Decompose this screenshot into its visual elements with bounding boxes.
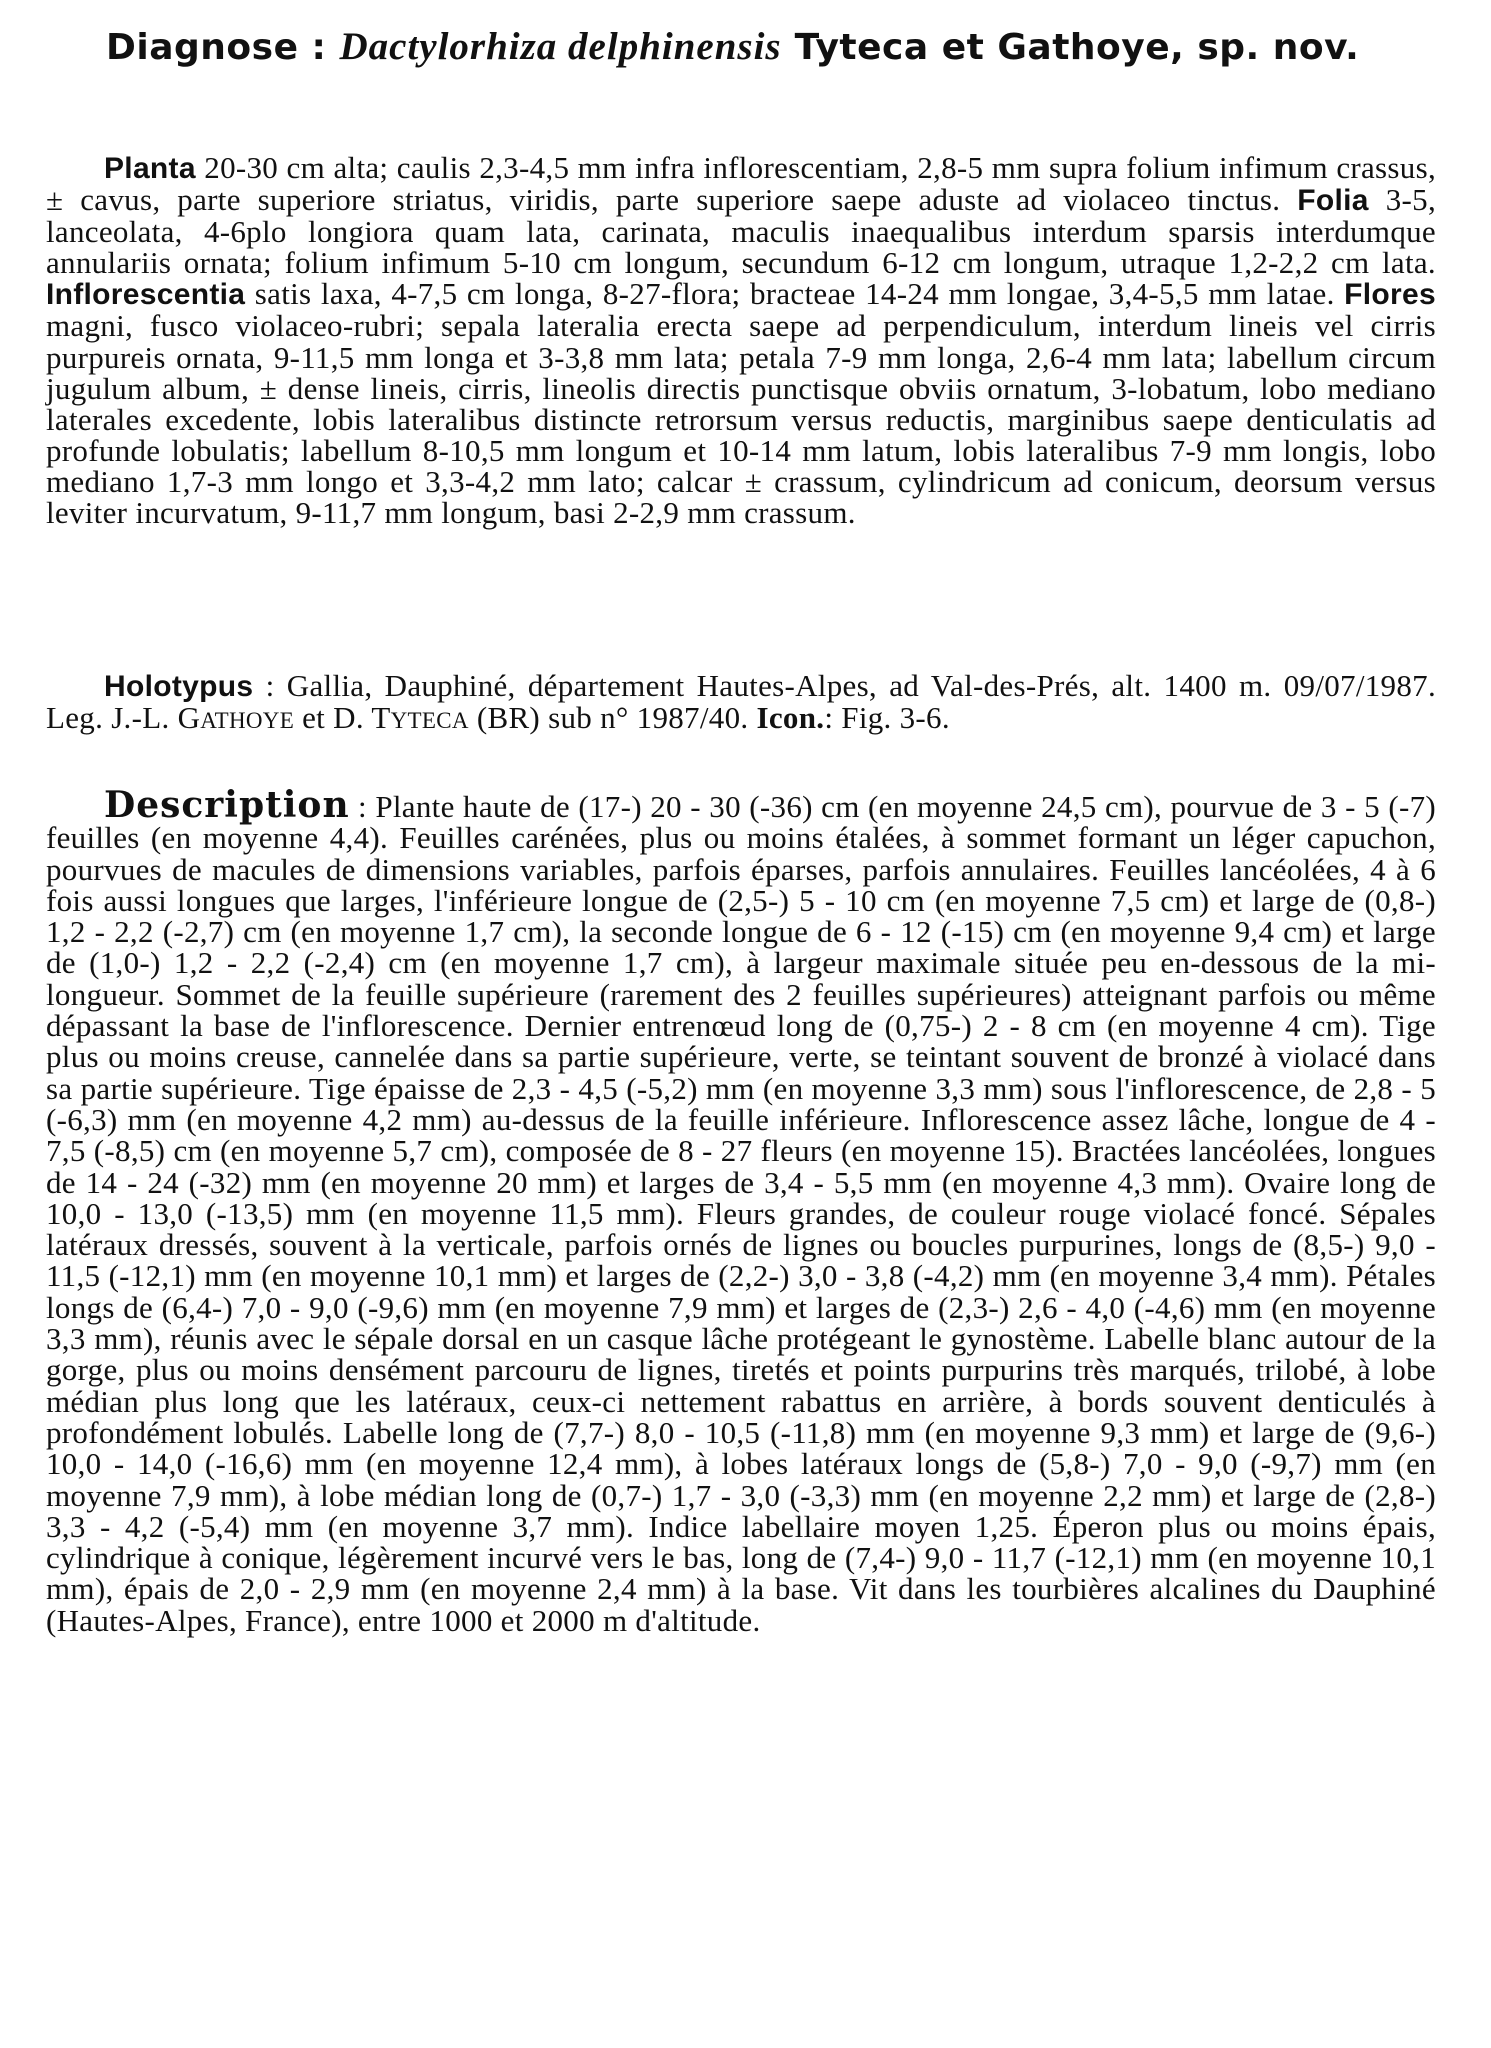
collector2-initial: T bbox=[371, 700, 391, 736]
flores-label: Flores bbox=[1344, 278, 1436, 312]
diagnose-heading bbox=[106, 22, 1436, 72]
description-text: : Plante haute de (17-) 20 - 30 (-36) cm (en moyenne 24,5 cm), pourvue de 3 - 5 (-7) feuilles (en moyenne 4,4). Feuilles carénées, plus ou moins étalées, à sommet formant un léger capuchon, pourvues de macules de dimensions variables, parfois éparses, parfois annulaires. Feuilles lancéolées, 4 à 6 fois aussi longues que larges, l'inférieure longue de (2,5-) 5 - 10 cm (en moyenne 7,5 cm) et large de (0,8-) 1,2 - 2,2 (-2,7) cm (en moyenne 1,7 cm), la seconde longue de 6 - 12 (-15) cm (en moyenne 9,4 cm) et large de (1,0-) 1,2 - 2,2 (-2,4) cm (en moyenne 1,7 cm), à largeur maximale située peu en-dessous de la mi-longueur. Sommet de la feuille supérieure (rarement des 2 feuilles supérieures) atteignant parfois ou même dépassant la base de l'inflorescence. Dernier entrenœud long de (0,75-) 2 - 8 cm (en moyenne 4 cm). Tige plus ou moins creuse, cannelée dans sa partie supérieure, verte, se teintant souvent de bronzé à violacé dans sa partie supérieure. Tige épaisse de 2,3 - 4,5 (-5,2) mm (en moyenne 3,3 mm) sous l'inflorescence, de 2,8 - 5 (-6,3) mm (en moyenne 4,2 mm) au-dessus de la feuille inférieure. Inflorescence assez lâche, longue de 4 - 7,5 (-8,5) cm (en moyenne 5,7 cm), composée de 8 - 27 fleurs (en moyenne 15). Bractées lancéolées, longues de 14 - 24 (-32) mm (en moyenne 20 mm) et larges de 3,4 - 5,5 mm (en moyenne 4,3 mm). Ovaire long de 10,0 - 13,0 (-13,5) mm (en moyenne 11,5 mm). Fleurs grandes, de couleur rouge violacé foncé. Sépales latéraux dressés, souvent à la verticale, parfois ornés de lignes ou boucles purpurines, longs de (8,5-) 9,0 - 11,5 (-12,1) mm (en moyenne 10,1 mm) et larges de (2,2-) 3,0 - 3,8 (-4,2) mm (en moyenne 3,4 mm). Pétales longs de (6,4-) 7,0 - 9,0 (-9,6) mm (en moyenne 7,9 mm) et larges de (2,3-) 2,6 - 4,0 (-4,6) mm (en moyenne 3,3 mm), réunis avec le sépale dorsal en un casque lâche protégeant le gynostème. Labelle blanc autour de la gorge, plus ou moins densément parcouru de lignes, tiretés et points purpurins très marqués, trilobé, à lobe médian plus long que les latéraux, ceux-ci nettement rabattus en arrière, à bords souvent denticulés à profondément lobulés. Labelle long de (7,7-) 8,0 - 10,5 (-11,8) mm (en moyenne 9,3 mm) et large de (9,6-) 10,0 - 14,0 (-16,6) mm (en moyenne 12,4 mm), à lobes latéraux longs de (5,8-) 7,0 - 9,0 (-9,7) mm (en moyenne 7,9 mm), à lobe médian long de (0,7-) 1,7 - 3,0 (-3,3) mm (en moyenne 2,2 mm) et large de (2,8-) 3,3 - 4,2 (-5,4) mm (en moyenne 3,7 mm). Indice labellaire moyen 1,25. Éperon plus ou moins épais, cylindrique à conique, légèrement incurvé vers le bas, long de (7,4-) 9,0 - 11,7 (-12,1) mm (en moyenne 10,1 mm), épais de 2,0 - 2,9 mm (en moyenne 2,4 mm) à la base. Vit dans les tourbières alcalines du Dauphiné (Hautes-Alpes, France), entre 1000 et 2000 m d'altitude. bbox=[46, 789, 1436, 1638]
species-name: Dactylorhiza delphinensis bbox=[339, 25, 782, 68]
collector1-initial: G bbox=[177, 700, 201, 736]
description-paragraph bbox=[46, 784, 1436, 1638]
holotypus-label: Holotypus bbox=[104, 670, 254, 703]
species-authors: Tyteca et Gathoye, sp. nov. bbox=[794, 27, 1360, 68]
folia-label: Folia bbox=[1297, 184, 1369, 218]
planta-label: Planta bbox=[104, 152, 196, 185]
holotypus-paragraph bbox=[46, 670, 1436, 736]
holotypus-text-before: : Gallia, Dauphiné, département Hautes-Alpes, ad Val-des-Prés, alt. 1400 m. 09/07/1987. Leg. J.-L. bbox=[46, 668, 1436, 736]
holotypus-text-after: (BR) sub n° 1987/40. bbox=[468, 700, 757, 736]
icon-label: Icon. bbox=[756, 700, 825, 736]
inflorescentia-label: Inflorescentia bbox=[46, 278, 246, 312]
flores-text: magni, fusco violaceo-rubri; sepala lateralia erecta saepe ad perpendiculum, interdum lineis vel cirris purpureis ornata, 9-11,5 mm longa et 3-3,8 mm lata; petala 7-9 mm longa, 2,6-4 mm lata; labellum circum jugulum album, ± dense lineis, cirris, lineolis directis punctisque obviis ornatum, 3-lobatum, lobo mediano laterales excedente, lobis lateralibus distincte retrorsum versus reductis, marginibus saepe denticulatis ad profunde lobulatis; labellum 8-10,5 mm longum et 10-14 mm latum, lobis lateralibus 7-9 mm longis, lobo mediano 1,7-3 mm longo et 3,3-4,2 mm lato; calcar ± crassum, cylindricum ad conicum, deorsum versus leviter incurvatum, 9-11,7 mm longum, basi 2-2,9 mm crassum. bbox=[46, 308, 1436, 531]
inflorescentia-text: satis laxa, 4-7,5 cm longa, 8-27-flora; bracteae 14-24 mm longae, 3,4-5,5 mm latae. bbox=[245, 276, 1345, 312]
description-label: Description bbox=[104, 784, 350, 826]
icon-text: : Fig. 3-6. bbox=[824, 700, 950, 736]
latin-diagnosis bbox=[46, 150, 1436, 531]
planta-text: 20-30 cm alta; caulis 2,3-4,5 mm infra inflorescentiam, 2,8-5 mm supra folium infimum crassus, ± cavus, parte superiore striatus, viridis, parte superiore saepe aduste ad violaceo tinctus. bbox=[46, 150, 1436, 218]
holotypus-text-middle: et D. bbox=[294, 700, 372, 736]
collector1-rest: ATHOYE bbox=[200, 708, 295, 734]
diagnose-label: Diagnose : bbox=[106, 27, 327, 68]
collector2-rest: YTECA bbox=[390, 708, 469, 734]
folia-text: 3-5, lanceolata, 4-6plo longiora quam lata, carinata, maculis inaequalibus interdum sparsis interdumque annulariis ornata; folium infimum 5-10 cm longum, secundum 6-12 cm longum, utraque 1,2-2,2 cm lata. bbox=[46, 182, 1436, 281]
